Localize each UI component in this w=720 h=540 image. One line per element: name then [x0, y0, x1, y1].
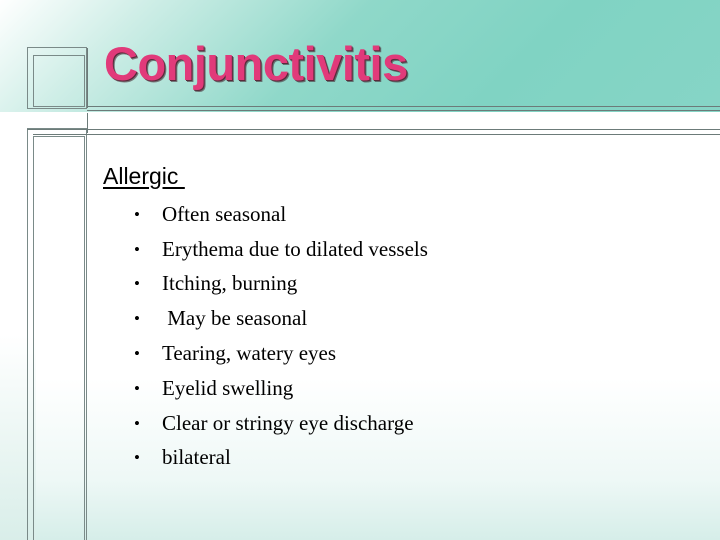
- bullet-icon: •: [134, 204, 140, 224]
- bullet-text: Clear or stringy eye discharge: [162, 410, 414, 435]
- divider-line: [87, 113, 88, 133]
- bullet-text: May be seasonal: [162, 306, 308, 331]
- slide-title: Conjunctivitis: [104, 37, 408, 90]
- bullet-icon: •: [134, 309, 140, 329]
- bullet-item: [134, 267, 428, 302]
- bullet-text: Itching, burning: [162, 271, 298, 296]
- bullet-item: [134, 371, 428, 406]
- divider-line: [87, 106, 720, 107]
- divider-line: [33, 134, 720, 135]
- bullet-item: [134, 336, 428, 371]
- bullet-icon: •: [134, 448, 140, 468]
- divider-line: [27, 129, 720, 130]
- divider-line: [87, 110, 720, 111]
- bullet-list: [134, 197, 428, 475]
- bullet-text: Eyelid swelling: [162, 375, 294, 400]
- bullet-text: bilateral: [162, 445, 231, 470]
- bullet-icon: •: [134, 239, 140, 259]
- divider-line: [87, 48, 88, 108]
- bullet-text: Erythema due to dilated vessels: [162, 236, 428, 261]
- bullet-icon: •: [134, 274, 140, 294]
- section-heading: Allergic: [103, 163, 185, 189]
- bullet-item: [134, 232, 428, 267]
- bullet-item: [134, 406, 428, 441]
- bullet-icon: •: [134, 413, 140, 433]
- bullet-item: [134, 441, 428, 476]
- bullet-text: Tearing, watery eyes: [162, 341, 337, 366]
- bullet-item: [134, 197, 428, 232]
- bullet-icon: •: [134, 344, 140, 364]
- decorative-frame-bottom-inner: [33, 136, 85, 540]
- bullet-text: Often seasonal: [162, 201, 287, 226]
- bullet-item: [134, 301, 428, 336]
- bullet-icon: •: [134, 378, 140, 398]
- decorative-frame-top-inner: [33, 55, 85, 107]
